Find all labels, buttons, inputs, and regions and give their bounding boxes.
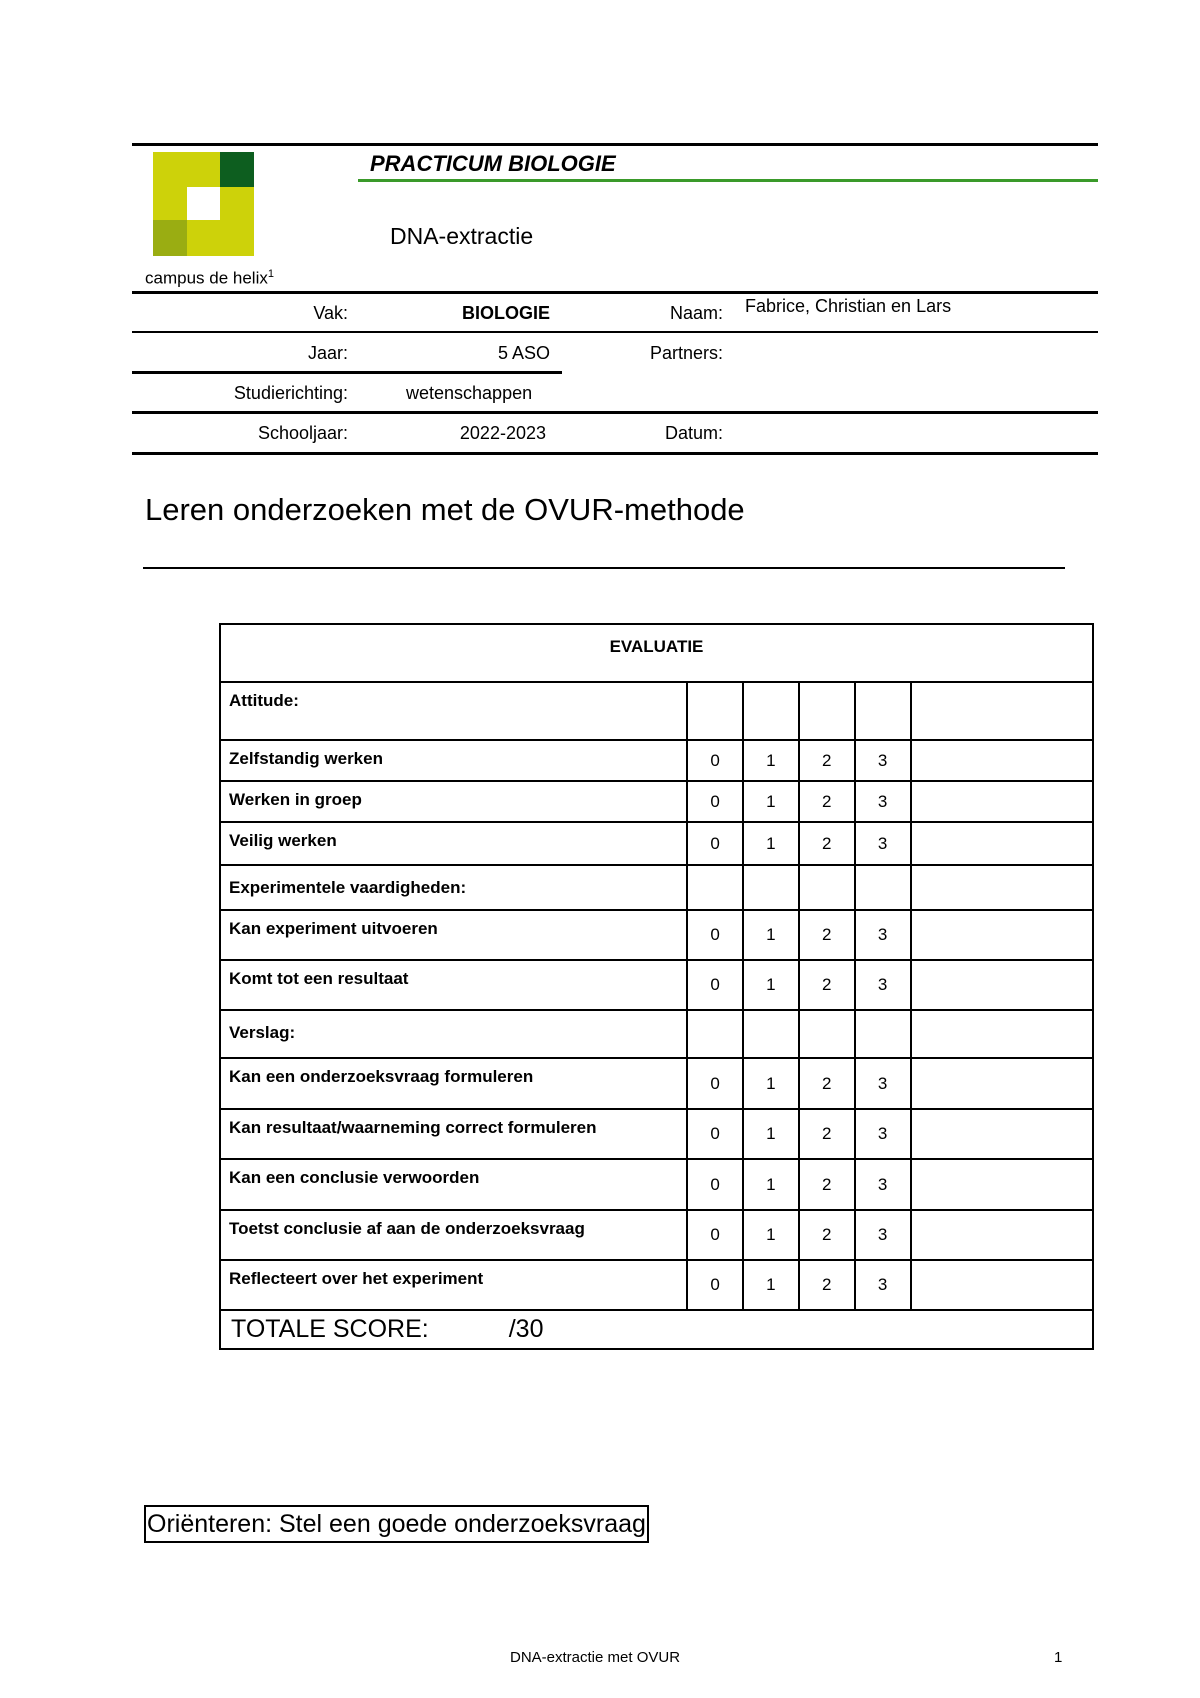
score-remark-cell bbox=[911, 1260, 1093, 1310]
score-option-2[interactable]: 2 bbox=[799, 740, 855, 781]
score-option-2[interactable]: 2 bbox=[799, 910, 855, 960]
score-option-1[interactable]: 1 bbox=[743, 1159, 799, 1210]
score-option-2[interactable]: 2 bbox=[799, 1159, 855, 1210]
jaar-label: Jaar: bbox=[307, 343, 348, 363]
score-option-3[interactable]: 3 bbox=[855, 740, 911, 781]
score-option-3[interactable]: 3 bbox=[855, 1260, 911, 1310]
score-option-3[interactable]: 3 bbox=[855, 781, 911, 822]
evaluation-table bbox=[219, 623, 1094, 1350]
criterion-label: Kan experiment uitvoeren bbox=[220, 910, 687, 960]
total-score-row bbox=[220, 1310, 1093, 1349]
score-option-0[interactable]: 0 bbox=[687, 910, 743, 960]
score-option-3[interactable]: 3 bbox=[855, 1058, 911, 1109]
info-rule-2 bbox=[132, 331, 1098, 333]
subject-title: DNA-extractie bbox=[390, 223, 534, 249]
criterion-label: Kan resultaat/waarneming correct formuleren bbox=[220, 1109, 687, 1159]
score-option-2[interactable]: 2 bbox=[799, 960, 855, 1010]
practicum-underline bbox=[358, 179, 1098, 182]
score-option-1[interactable]: 1 bbox=[743, 781, 799, 822]
score-option-1[interactable]: 1 bbox=[743, 1109, 799, 1159]
score-option-1[interactable]: 1 bbox=[743, 910, 799, 960]
total-score-label: TOTALE SCORE: bbox=[231, 1315, 429, 1343]
score-remark-cell bbox=[911, 1058, 1093, 1109]
score-remark-cell bbox=[911, 960, 1093, 1010]
campus-logo bbox=[153, 152, 254, 256]
score-option-0[interactable]: 0 bbox=[687, 781, 743, 822]
orient-heading: Oriënteren: Stel een goede onderzoeksvraag bbox=[144, 1505, 649, 1543]
score-option-2[interactable]: 2 bbox=[799, 781, 855, 822]
studierichting-value: wetenschappen bbox=[406, 383, 533, 403]
score-remark-cell bbox=[911, 1109, 1093, 1159]
practicum-title: PRACTICUM BIOLOGIE bbox=[370, 151, 616, 176]
score-option-3[interactable]: 3 bbox=[855, 910, 911, 960]
score-remark-cell bbox=[911, 740, 1093, 781]
score-option-2[interactable]: 2 bbox=[799, 1109, 855, 1159]
jaar-value: 5 ASO bbox=[497, 343, 550, 363]
vak-value: BIOLOGIE bbox=[461, 303, 550, 323]
score-option-2[interactable]: 2 bbox=[799, 1058, 855, 1109]
score-option-3[interactable]: 3 bbox=[855, 1109, 911, 1159]
info-rule-3 bbox=[132, 371, 562, 374]
criterion-label: Kan een conclusie verwoorden bbox=[220, 1159, 687, 1210]
score-option-0[interactable]: 0 bbox=[687, 822, 743, 865]
criterion-label: Kan een onderzoeksvraag formuleren bbox=[220, 1058, 687, 1109]
studierichting-label: Studierichting: bbox=[233, 383, 348, 403]
score-option-0[interactable]: 0 bbox=[687, 1210, 743, 1260]
info-rule-1 bbox=[132, 291, 1098, 294]
score-option-3[interactable]: 3 bbox=[855, 1159, 911, 1210]
footer-text: DNA-extractie met OVUR bbox=[510, 1649, 681, 1666]
schooljaar-value: 2022-2023 bbox=[459, 423, 546, 443]
campus-name: campus de helix$^1$ bbox=[145, 268, 274, 288]
criterion-label: Veilig werken bbox=[220, 822, 687, 865]
section-title-rule bbox=[143, 567, 1065, 569]
datum-label: Datum: bbox=[664, 423, 723, 443]
criterion-label: Komt tot een resultaat bbox=[220, 960, 687, 1010]
info-rule-4 bbox=[132, 411, 1098, 414]
section-title: Leren onderzoeken met de OVUR-methode bbox=[145, 492, 745, 527]
score-option-2[interactable]: 2 bbox=[799, 822, 855, 865]
score-remark-cell bbox=[911, 910, 1093, 960]
section-heading-report: Verslag: bbox=[220, 1010, 687, 1058]
score-option-0[interactable]: 0 bbox=[687, 740, 743, 781]
score-option-1[interactable]: 1 bbox=[743, 960, 799, 1010]
score-option-0[interactable]: 0 bbox=[687, 1159, 743, 1210]
score-option-2[interactable]: 2 bbox=[799, 1260, 855, 1310]
info-rule-5 bbox=[132, 452, 1098, 455]
criterion-label: Reflecteert over het experiment bbox=[220, 1260, 687, 1310]
section-heading-attitude: Attitude: bbox=[220, 682, 687, 740]
score-option-1[interactable]: 1 bbox=[743, 1058, 799, 1109]
score-remark-cell bbox=[911, 822, 1093, 865]
score-option-3[interactable]: 3 bbox=[855, 822, 911, 865]
score-remark-cell bbox=[911, 1159, 1093, 1210]
criterion-label: Toetst conclusie af aan de onderzoeksvraag bbox=[220, 1210, 687, 1260]
score-remark-cell bbox=[911, 781, 1093, 822]
score-option-1[interactable]: 1 bbox=[743, 1210, 799, 1260]
evaluation-title: EVALUATIE bbox=[220, 624, 1093, 682]
naam-label: Naam: bbox=[669, 303, 723, 323]
total-score-max: /30 bbox=[508, 1315, 544, 1343]
score-option-0[interactable]: 0 bbox=[687, 1260, 743, 1310]
score-remark-cell bbox=[911, 1210, 1093, 1260]
partners-label: Partners: bbox=[649, 343, 723, 363]
score-option-1[interactable]: 1 bbox=[743, 740, 799, 781]
criterion-label: Zelfstandig werken bbox=[220, 740, 687, 781]
score-option-0[interactable]: 0 bbox=[687, 1109, 743, 1159]
vak-label: Vak: bbox=[313, 303, 348, 323]
score-option-1[interactable]: 1 bbox=[743, 822, 799, 865]
score-option-3[interactable]: 3 bbox=[855, 960, 911, 1010]
page-number: 1 bbox=[1054, 1649, 1063, 1666]
score-option-1[interactable]: 1 bbox=[743, 1260, 799, 1310]
score-option-2[interactable]: 2 bbox=[799, 1210, 855, 1260]
naam-value: Fabrice, Christian en Lars bbox=[745, 296, 952, 316]
section-heading-experimental: Experimentele vaardigheden: bbox=[220, 865, 687, 910]
criterion-label: Werken in groep bbox=[220, 781, 687, 822]
header-top-rule bbox=[132, 143, 1098, 146]
score-option-0[interactable]: 0 bbox=[687, 1058, 743, 1109]
schooljaar-label: Schooljaar: bbox=[257, 423, 348, 443]
score-option-0[interactable]: 0 bbox=[687, 960, 743, 1010]
score-option-3[interactable]: 3 bbox=[855, 1210, 911, 1260]
